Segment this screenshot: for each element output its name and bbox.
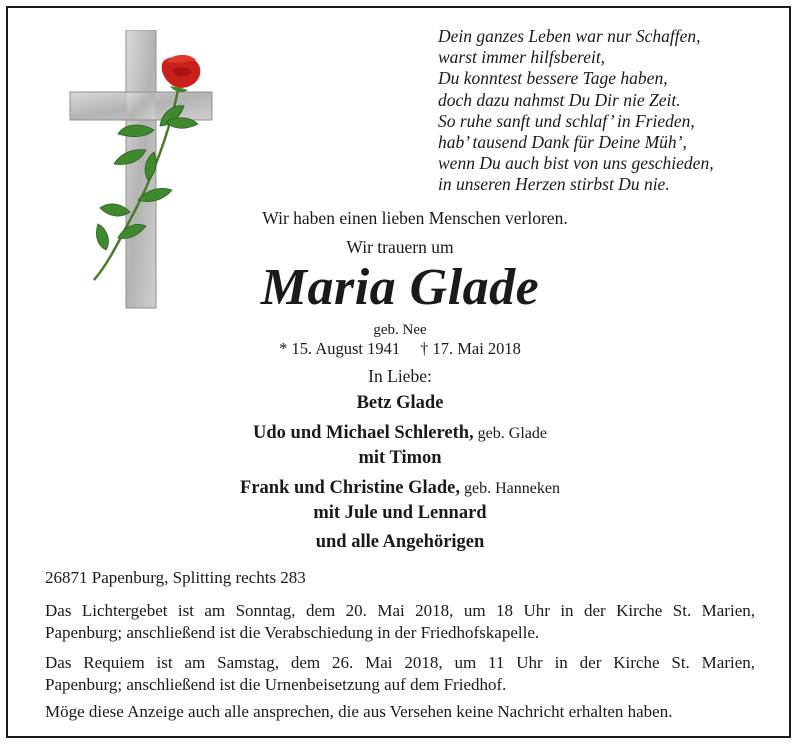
poem-line: wenn Du auch bist von uns geschieden,: [438, 153, 714, 174]
mourner-line: und alle Angehörigen: [315, 532, 485, 552]
notice-requiem: [45, 652, 755, 695]
poem-line: doch dazu nahmst Du Dir nie Zeit.: [438, 89, 681, 110]
poem-line: Dein ganzes Leben war nur Schaffen,: [438, 26, 701, 46]
address: 26871 Papenburg, Splitting rechts 283: [45, 568, 306, 587]
mourner-names: Udo und Michael Schlereth,: [253, 423, 474, 443]
notice-line: Papenburg; anschließend ist die Verabschiedung in der Friedhofskapelle.: [45, 622, 540, 642]
maiden-name: geb. Nee: [373, 322, 427, 338]
mourner-line: Betz Glade: [356, 393, 444, 413]
mourner-note: geb. Glade: [477, 425, 547, 442]
poem-line: So ruhe sanft und schlaf’ in Frieden,: [438, 110, 695, 131]
poem-line: warst immer hilfsbereit,: [438, 47, 606, 68]
deceased-name: Maria Glade: [260, 259, 540, 316]
intro-line-1: Wir haben einen lieben Menschen verloren.: [262, 208, 568, 228]
poem: [438, 26, 778, 196]
rose-icon: [162, 55, 201, 92]
mourner-line: [0, 478, 800, 499]
poem-line: Du konntest bessere Tage haben,: [438, 68, 668, 89]
mourner-line: mit Jule und Lennard: [313, 503, 487, 523]
poem-line: hab’ tausend Dank für Deine Müh’,: [438, 132, 687, 153]
life-dates: [0, 339, 800, 359]
mourners-intro: In Liebe:: [368, 366, 432, 386]
notice-closing: Möge diese Anzeige auch alle ansprechen, die aus Versehen keine Nachricht erhalten haben.: [45, 702, 673, 721]
notice-line: Das Lichtergebet ist am Sonntag, dem 20. Mai 2018, um 18 Uhr in der Kirche St. Marien,: [45, 601, 755, 620]
mourner-names: Frank und Christine Glade,: [240, 478, 461, 498]
birth-date: * 15. August 1941: [279, 339, 401, 358]
notice-lichtergebet: [45, 600, 755, 643]
mourner-line: mit Timon: [358, 448, 442, 468]
intro-line-2: Wir trauern um: [346, 237, 454, 257]
mourner-line: [0, 423, 800, 444]
death-date: † 17. Mai 2018: [420, 339, 521, 358]
poem-line: in unseren Herzen stirbst Du nie.: [438, 174, 670, 195]
notice-line: Papenburg; anschließend ist die Urnenbeisetzung auf dem Friedhof.: [45, 674, 507, 694]
notice-line: Das Requiem ist am Samstag, dem 26. Mai 2018, um 11 Uhr in der Kirche St. Marien,: [45, 653, 755, 672]
mourner-note: geb. Hanneken: [464, 480, 560, 497]
